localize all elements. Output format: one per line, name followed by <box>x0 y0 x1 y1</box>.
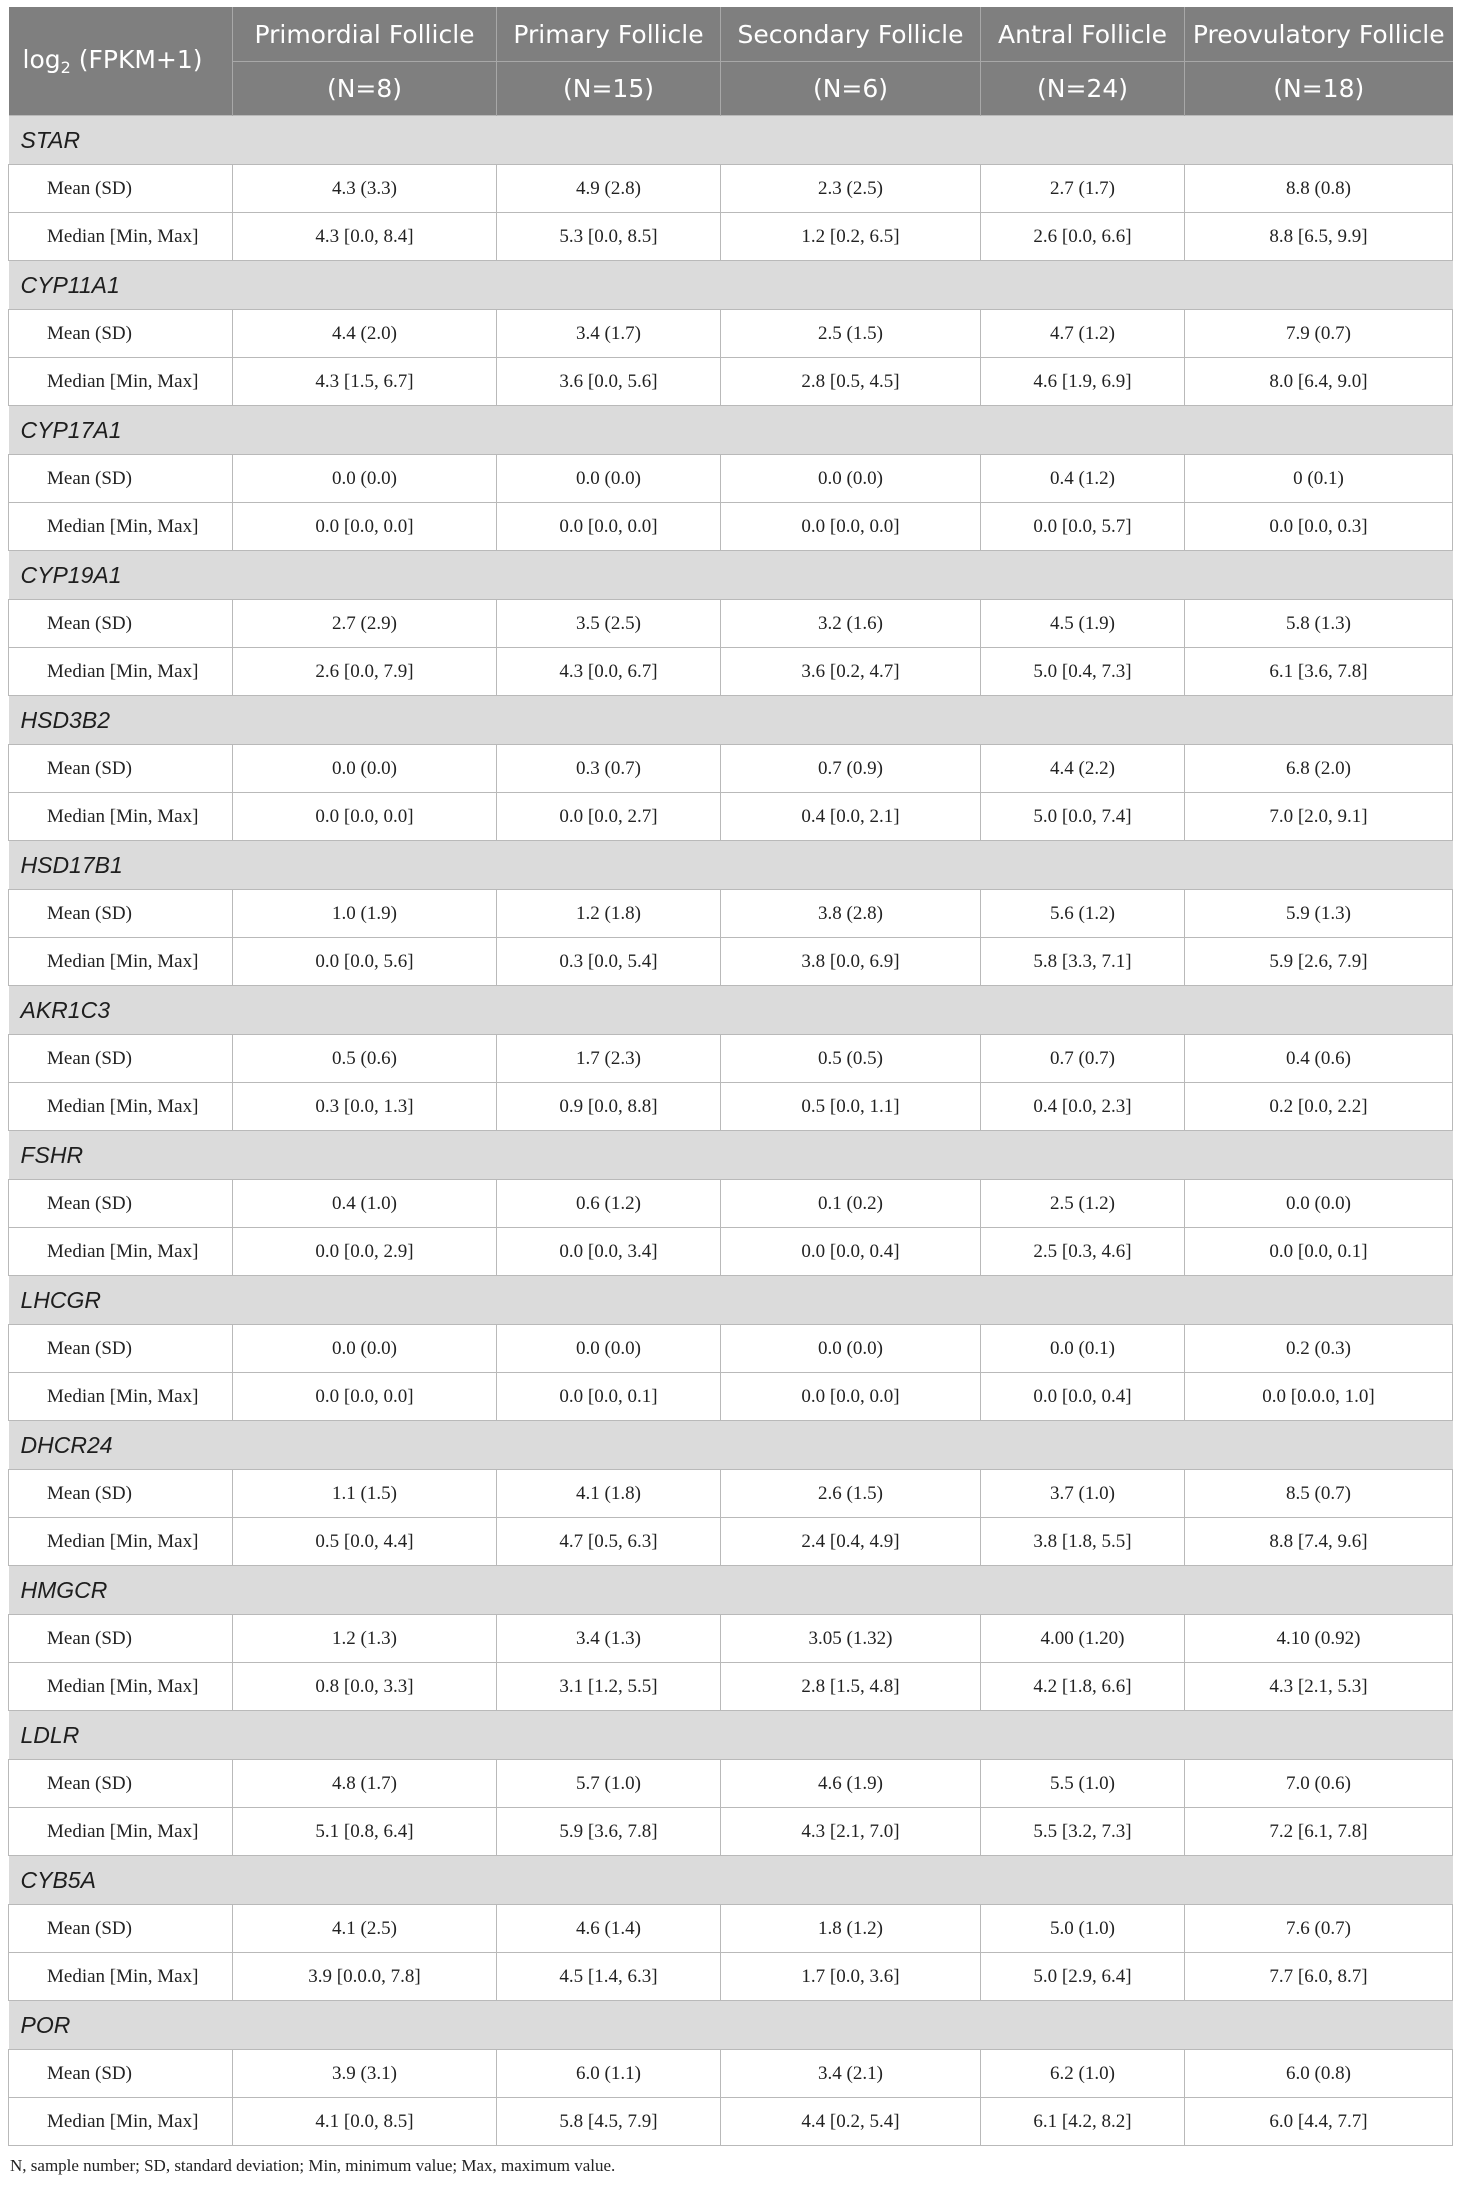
table-cell: 7.6 (0.7) <box>1185 1905 1453 1953</box>
column-sample-count: (N=15) <box>497 62 721 116</box>
table-cell: 3.1 [1.2, 5.5] <box>497 1663 721 1711</box>
table-cell: 3.05 (1.32) <box>721 1615 981 1663</box>
table-cell: 5.5 [3.2, 7.3] <box>981 1808 1185 1856</box>
table-cell: 0.0 [0.0, 0.1] <box>1185 1228 1453 1276</box>
table-cell: 5.8 [3.3, 7.1] <box>981 938 1185 986</box>
table-cell: 4.3 [2.1, 5.3] <box>1185 1663 1453 1711</box>
table-cell: 0.0 (0.0) <box>233 1325 497 1373</box>
column-header: Primordial Follicle <box>233 7 497 62</box>
table-cell: 0.0 [0.0, 0.3] <box>1185 503 1453 551</box>
table-cell: 0.0 [0.0, 0.0] <box>233 793 497 841</box>
gene-name: CYP17A1 <box>9 406 1453 455</box>
gene-group-row <box>9 116 1453 165</box>
gene-group-row <box>9 1131 1453 1180</box>
row-label: Mean (SD) <box>9 455 233 503</box>
table-cell: 4.2 [1.8, 6.6] <box>981 1663 1185 1711</box>
table-cell: 0.3 [0.0, 5.4] <box>497 938 721 986</box>
table-cell: 7.7 [6.0, 8.7] <box>1185 1953 1453 2001</box>
gene-group-row <box>9 841 1453 890</box>
table-cell: 4.6 [1.9, 6.9] <box>981 358 1185 406</box>
table-cell: 6.1 [3.6, 7.8] <box>1185 648 1453 696</box>
table-cell: 1.8 (1.2) <box>721 1905 981 1953</box>
table-row-mean <box>9 1615 1453 1663</box>
table-cell: 0.3 [0.0, 1.3] <box>233 1083 497 1131</box>
table-cell: 2.4 [0.4, 4.9] <box>721 1518 981 1566</box>
table-cell: 0.3 (0.7) <box>497 745 721 793</box>
corner-label-main: log <box>22 45 61 74</box>
table-cell: 6.0 (0.8) <box>1185 2050 1453 2098</box>
table-cell: 3.4 (2.1) <box>721 2050 981 2098</box>
row-label: Mean (SD) <box>9 600 233 648</box>
row-label: Median [Min, Max] <box>9 213 233 261</box>
table-cell: 0.0 (0.0) <box>721 455 981 503</box>
gene-group-row <box>9 2001 1453 2050</box>
table-cell: 3.5 (2.5) <box>497 600 721 648</box>
table-cell: 2.3 (2.5) <box>721 165 981 213</box>
table-cell: 4.3 [2.1, 7.0] <box>721 1808 981 1856</box>
table-cell: 4.1 (1.8) <box>497 1470 721 1518</box>
table-cell: 0.0 [0.0, 0.0] <box>721 1373 981 1421</box>
row-label: Median [Min, Max] <box>9 1808 233 1856</box>
table-cell: 3.8 [1.8, 5.5] <box>981 1518 1185 1566</box>
table-row-mean <box>9 745 1453 793</box>
table-row-mean <box>9 2050 1453 2098</box>
table-header <box>9 7 1453 116</box>
table-cell: 1.2 [0.2, 6.5] <box>721 213 981 261</box>
row-label: Mean (SD) <box>9 1615 233 1663</box>
table-row-mean <box>9 1905 1453 1953</box>
table-cell: 4.8 (1.7) <box>233 1760 497 1808</box>
column-sample-count: (N=24) <box>981 62 1185 116</box>
gene-group-row <box>9 696 1453 745</box>
table-cell: 3.6 [0.0, 5.6] <box>497 358 721 406</box>
table-cell: 0.4 (0.6) <box>1185 1035 1453 1083</box>
table-row-mean <box>9 310 1453 358</box>
table-cell: 0.7 (0.7) <box>981 1035 1185 1083</box>
table-cell: 5.0 [2.9, 6.4] <box>981 1953 1185 2001</box>
table-row-mean <box>9 455 1453 503</box>
table-cell: 4.9 (2.8) <box>497 165 721 213</box>
table-cell: 5.9 [2.6, 7.9] <box>1185 938 1453 986</box>
table-cell: 5.8 [4.5, 7.9] <box>497 2098 721 2146</box>
gene-name: CYP11A1 <box>9 261 1453 310</box>
table-cell: 0.0 [0.0, 0.0] <box>233 1373 497 1421</box>
table-cell: 5.0 [0.4, 7.3] <box>981 648 1185 696</box>
table-cell: 0.0 [0.0, 0.0] <box>497 503 721 551</box>
table-cell: 0.0 (0.0) <box>721 1325 981 1373</box>
row-label: Mean (SD) <box>9 890 233 938</box>
column-sample-count: (N=8) <box>233 62 497 116</box>
table-cell: 0.0 [0.0.0, 1.0] <box>1185 1373 1453 1421</box>
expression-table <box>8 7 1453 2146</box>
table-cell: 5.8 (1.3) <box>1185 600 1453 648</box>
gene-group-row <box>9 1711 1453 1760</box>
table-row-mean <box>9 165 1453 213</box>
row-label: Mean (SD) <box>9 1905 233 1953</box>
row-label: Mean (SD) <box>9 165 233 213</box>
table-row-median <box>9 1953 1453 2001</box>
gene-name: AKR1C3 <box>9 986 1453 1035</box>
table-cell: 4.00 (1.20) <box>981 1615 1185 1663</box>
row-label: Median [Min, Max] <box>9 358 233 406</box>
gene-name: LDLR <box>9 1711 1453 1760</box>
row-label: Mean (SD) <box>9 1035 233 1083</box>
table-cell: 0.4 [0.0, 2.3] <box>981 1083 1185 1131</box>
table-cell: 3.4 (1.3) <box>497 1615 721 1663</box>
row-label: Median [Min, Max] <box>9 938 233 986</box>
table-cell: 0.1 (0.2) <box>721 1180 981 1228</box>
table-cell: 0.0 [0.0, 5.6] <box>233 938 497 986</box>
table-cell: 4.1 (2.5) <box>233 1905 497 1953</box>
table-cell: 0.5 (0.5) <box>721 1035 981 1083</box>
table-row-mean <box>9 1035 1453 1083</box>
gene-name: LHCGR <box>9 1276 1453 1325</box>
row-label: Median [Min, Max] <box>9 793 233 841</box>
table-row-mean <box>9 1325 1453 1373</box>
table-cell: 4.3 (3.3) <box>233 165 497 213</box>
table-cell: 4.3 [0.0, 6.7] <box>497 648 721 696</box>
gene-name: CYB5A <box>9 1856 1453 1905</box>
table-cell: 0.9 [0.0, 8.8] <box>497 1083 721 1131</box>
table-cell: 3.9 [0.0.0, 7.8] <box>233 1953 497 2001</box>
gene-name: POR <box>9 2001 1453 2050</box>
table-cell: 2.5 (1.2) <box>981 1180 1185 1228</box>
table-cell: 0.2 (0.3) <box>1185 1325 1453 1373</box>
corner-label-subscript: 2 <box>60 58 71 77</box>
table-cell: 0.8 [0.0, 3.3] <box>233 1663 497 1711</box>
gene-group-row <box>9 1421 1453 1470</box>
table-container <box>8 7 1452 2176</box>
table-cell: 4.5 [1.4, 6.3] <box>497 1953 721 2001</box>
table-cell: 0.0 [0.0, 2.9] <box>233 1228 497 1276</box>
table-cell: 3.8 [0.0, 6.9] <box>721 938 981 986</box>
table-row-median <box>9 503 1453 551</box>
gene-name: HSD3B2 <box>9 696 1453 745</box>
table-cell: 0.0 [0.0, 5.7] <box>981 503 1185 551</box>
table-cell: 0.0 [0.0, 0.1] <box>497 1373 721 1421</box>
table-cell: 2.7 (1.7) <box>981 165 1185 213</box>
table-cell: 7.0 [2.0, 9.1] <box>1185 793 1453 841</box>
column-sample-count: (N=18) <box>1185 62 1453 116</box>
table-cell: 2.6 [0.0, 6.6] <box>981 213 1185 261</box>
table-row-mean <box>9 1180 1453 1228</box>
table-footnote: N, sample number; SD, standard deviation; Min, minimum value; Max, maximum value. <box>10 2156 616 2175</box>
table-cell: 5.7 (1.0) <box>497 1760 721 1808</box>
table-cell: 4.4 [0.2, 5.4] <box>721 2098 981 2146</box>
table-row-median <box>9 358 1453 406</box>
table-cell: 5.1 [0.8, 6.4] <box>233 1808 497 1856</box>
table-cell: 5.6 (1.2) <box>981 890 1185 938</box>
table-cell: 4.3 [1.5, 6.7] <box>233 358 497 406</box>
table-cell: 1.2 (1.8) <box>497 890 721 938</box>
table-cell: 0.0 [0.0, 0.0] <box>721 503 981 551</box>
table-row-median <box>9 1663 1453 1711</box>
table-cell: 8.0 [6.4, 9.0] <box>1185 358 1453 406</box>
table-cell: 2.7 (2.9) <box>233 600 497 648</box>
table-row-median <box>9 1228 1453 1276</box>
table-cell: 4.4 (2.2) <box>981 745 1185 793</box>
table-row-median <box>9 1083 1453 1131</box>
gene-name: HMGCR <box>9 1566 1453 1615</box>
table-row-median <box>9 793 1453 841</box>
gene-group-row <box>9 1566 1453 1615</box>
gene-group-row <box>9 1276 1453 1325</box>
table-cell: 7.0 (0.6) <box>1185 1760 1453 1808</box>
table-cell: 0.0 [0.0, 0.4] <box>721 1228 981 1276</box>
table-cell: 8.8 [6.5, 9.9] <box>1185 213 1453 261</box>
table-cell: 0.0 [0.0, 3.4] <box>497 1228 721 1276</box>
table-cell: 5.0 (1.0) <box>981 1905 1185 1953</box>
gene-group-row <box>9 406 1453 455</box>
row-label: Median [Min, Max] <box>9 1663 233 1711</box>
table-cell: 0.4 (1.0) <box>233 1180 497 1228</box>
table-cell: 1.2 (1.3) <box>233 1615 497 1663</box>
gene-group-row <box>9 261 1453 310</box>
table-cell: 2.5 [0.3, 4.6] <box>981 1228 1185 1276</box>
row-label: Mean (SD) <box>9 1325 233 1373</box>
gene-name: DHCR24 <box>9 1421 1453 1470</box>
column-sample-count: (N=6) <box>721 62 981 116</box>
row-label: Median [Min, Max] <box>9 1083 233 1131</box>
row-label: Mean (SD) <box>9 1470 233 1518</box>
row-label: Median [Min, Max] <box>9 648 233 696</box>
table-cell: 6.1 [4.2, 8.2] <box>981 2098 1185 2146</box>
column-header: Secondary Follicle <box>721 7 981 62</box>
table-cell: 0.5 [0.0, 1.1] <box>721 1083 981 1131</box>
table-cell: 0.7 (0.9) <box>721 745 981 793</box>
row-label: Median [Min, Max] <box>9 1228 233 1276</box>
table-cell: 8.5 (0.7) <box>1185 1470 1453 1518</box>
table-cell: 5.9 (1.3) <box>1185 890 1453 938</box>
gene-name: CYP19A1 <box>9 551 1453 600</box>
table-cell: 1.7 [0.0, 3.6] <box>721 1953 981 2001</box>
table-cell: 8.8 (0.8) <box>1185 165 1453 213</box>
table-cell: 2.6 (1.5) <box>721 1470 981 1518</box>
table-row-median <box>9 938 1453 986</box>
table-row-mean <box>9 600 1453 648</box>
table-cell: 6.0 (1.1) <box>497 2050 721 2098</box>
table-cell: 4.7 [0.5, 6.3] <box>497 1518 721 1566</box>
row-label: Median [Min, Max] <box>9 1518 233 1566</box>
row-label: Median [Min, Max] <box>9 1953 233 2001</box>
column-header: Antral Follicle <box>981 7 1185 62</box>
row-label: Mean (SD) <box>9 1180 233 1228</box>
table-cell: 3.9 (3.1) <box>233 2050 497 2098</box>
row-label: Median [Min, Max] <box>9 503 233 551</box>
table-row-median <box>9 213 1453 261</box>
corner-header <box>9 7 233 116</box>
table-row-mean <box>9 890 1453 938</box>
table-cell: 3.8 (2.8) <box>721 890 981 938</box>
table-cell: 1.1 (1.5) <box>233 1470 497 1518</box>
table-cell: 7.9 (0.7) <box>1185 310 1453 358</box>
row-label: Mean (SD) <box>9 1760 233 1808</box>
table-row-median <box>9 1808 1453 1856</box>
table-cell: 4.7 (1.2) <box>981 310 1185 358</box>
table-cell: 6.2 (1.0) <box>981 2050 1185 2098</box>
gene-group-row <box>9 1856 1453 1905</box>
table-cell: 0.0 (0.0) <box>497 1325 721 1373</box>
table-cell: 4.5 (1.9) <box>981 600 1185 648</box>
table-row-mean <box>9 1470 1453 1518</box>
row-label: Median [Min, Max] <box>9 1373 233 1421</box>
table-cell: 3.4 (1.7) <box>497 310 721 358</box>
table-cell: 5.3 [0.0, 8.5] <box>497 213 721 261</box>
row-label: Median [Min, Max] <box>9 2098 233 2146</box>
table-cell: 5.5 (1.0) <box>981 1760 1185 1808</box>
table-cell: 7.2 [6.1, 7.8] <box>1185 1808 1453 1856</box>
table-row-median <box>9 1373 1453 1421</box>
table-row-median <box>9 648 1453 696</box>
column-header: Preovulatory Follicle <box>1185 7 1453 62</box>
table-cell: 6.0 [4.4, 7.7] <box>1185 2098 1453 2146</box>
table-cell: 6.8 (2.0) <box>1185 745 1453 793</box>
table-cell: 1.0 (1.9) <box>233 890 497 938</box>
table-cell: 0.0 (0.1) <box>981 1325 1185 1373</box>
table-cell: 4.6 (1.4) <box>497 1905 721 1953</box>
column-header: Primary Follicle <box>497 7 721 62</box>
table-cell: 5.9 [3.6, 7.8] <box>497 1808 721 1856</box>
table-cell: 0.0 [0.0, 0.0] <box>233 503 497 551</box>
table-row-median <box>9 2098 1453 2146</box>
table-row-median <box>9 1518 1453 1566</box>
gene-name: HSD17B1 <box>9 841 1453 890</box>
gene-name: FSHR <box>9 1131 1453 1180</box>
table-cell: 4.3 [0.0, 8.4] <box>233 213 497 261</box>
row-label: Mean (SD) <box>9 2050 233 2098</box>
table-cell: 5.0 [0.0, 7.4] <box>981 793 1185 841</box>
table-cell: 0.0 (0.0) <box>233 455 497 503</box>
table-cell: 4.4 (2.0) <box>233 310 497 358</box>
table-cell: 0.5 [0.0, 4.4] <box>233 1518 497 1566</box>
table-cell: 4.1 [0.0, 8.5] <box>233 2098 497 2146</box>
table-cell: 2.8 [0.5, 4.5] <box>721 358 981 406</box>
table-cell: 2.5 (1.5) <box>721 310 981 358</box>
row-label: Mean (SD) <box>9 310 233 358</box>
table-cell: 4.10 (0.92) <box>1185 1615 1453 1663</box>
table-cell: 1.7 (2.3) <box>497 1035 721 1083</box>
table-cell: 0.2 [0.0, 2.2] <box>1185 1083 1453 1131</box>
table-cell: 2.8 [1.5, 4.8] <box>721 1663 981 1711</box>
table-cell: 4.6 (1.9) <box>721 1760 981 1808</box>
table-cell: 0.0 (0.0) <box>1185 1180 1453 1228</box>
gene-group-row <box>9 551 1453 600</box>
gene-name: STAR <box>9 116 1453 165</box>
table-cell: 0.0 (0.0) <box>497 455 721 503</box>
table-cell: 8.8 [7.4, 9.6] <box>1185 1518 1453 1566</box>
table-cell: 0.0 (0.0) <box>233 745 497 793</box>
table-cell: 0.5 (0.6) <box>233 1035 497 1083</box>
table-cell: 3.2 (1.6) <box>721 600 981 648</box>
table-cell: 0.6 (1.2) <box>497 1180 721 1228</box>
gene-group-row <box>9 986 1453 1035</box>
table-cell: 3.7 (1.0) <box>981 1470 1185 1518</box>
table-cell: 0.0 [0.0, 2.7] <box>497 793 721 841</box>
table-body <box>9 116 1453 2146</box>
corner-label-rest: (FPKM+1) <box>70 45 203 74</box>
table-cell: 0.4 (1.2) <box>981 455 1185 503</box>
table-cell: 0.0 [0.0, 0.4] <box>981 1373 1185 1421</box>
table-cell: 3.6 [0.2, 4.7] <box>721 648 981 696</box>
table-cell: 0.4 [0.0, 2.1] <box>721 793 981 841</box>
table-cell: 2.6 [0.0, 7.9] <box>233 648 497 696</box>
table-cell: 0 (0.1) <box>1185 455 1453 503</box>
table-row-mean <box>9 1760 1453 1808</box>
row-label: Mean (SD) <box>9 745 233 793</box>
